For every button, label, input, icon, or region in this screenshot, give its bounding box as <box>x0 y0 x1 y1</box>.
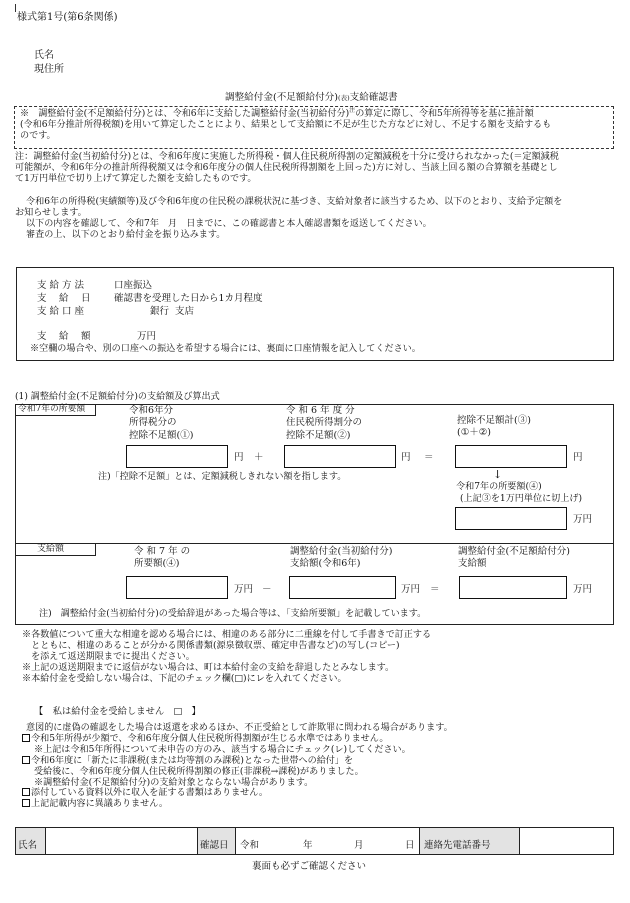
footer-note: 裏面も必ずご確認ください <box>252 861 367 872</box>
remark-4: ※上記の返送期限までに返信がない場合は、町は本給付金の支給を辞退したとみなします。 <box>22 662 395 673</box>
col2-label <box>286 405 362 442</box>
account-label: 支 給 口 座 <box>37 306 85 317</box>
note-line-1: 注：調整給付金(当初給付分)とは、令和6年度に実施した所得税・個人住民税所得割の定額減税を十分に受けられなかった(＝定額減税 <box>15 152 559 162</box>
yen-unit-2: 円 <box>401 452 411 463</box>
pcol1-line-1: 令 和 7 年 の <box>134 546 191 557</box>
yen-unit-1: 円 <box>234 452 244 463</box>
intro-line-3: 以下の内容を確認して、令和7年 月 日までに、この確認書と本人確認書類を返送してください。 <box>26 218 432 229</box>
col2-line-3: 控除不足額(②) <box>286 429 351 441</box>
top-left-mark <box>15 4 16 12</box>
col1-line-3: 控除不足額(①) <box>129 429 194 441</box>
false-claim-warning: 意図的に虚偽の確認をした場合は返還を求めるほか、不正受給として詐欺罪に問われる場合があります。 <box>26 723 453 733</box>
pcol2-line-2: 支給額(令和6年) <box>290 558 361 570</box>
pcol3-line-1: 調整給付金(不足額給付分) <box>458 546 570 557</box>
footer-phone-label: 連絡先電話番号 <box>424 840 491 851</box>
required-amount-tag-label: 令和7年の所要額 <box>18 404 86 414</box>
pcol2-line-1: 調整給付金(当初給付分) <box>290 546 393 557</box>
amount-label: 支 給 額 <box>37 331 91 342</box>
intro-line-4: 審査の上、以下のとおり給付金を振り込みます。 <box>26 229 226 240</box>
intro-line-1: 令和6年の所得税(実績額等)及び令和6年度の住民税の課税状況に基づき、支給対象者に該当するため、以下のとおり、支給予定額を <box>26 197 563 207</box>
method-value: 口座振込 <box>114 280 153 291</box>
pcol1-label <box>134 546 190 571</box>
shortfall-definition-note: 注)「控除不足額」とは、定額減税しきれない額を指します。 <box>98 472 347 482</box>
deduction-shortfall-income-tax-box[interactable] <box>126 445 228 468</box>
note-paragraph <box>15 152 559 185</box>
required-amount-2025-box[interactable] <box>455 507 567 530</box>
name-label: 氏名 <box>34 50 54 61</box>
shortfall-payment-amount-box[interactable] <box>459 576 567 599</box>
footer-confirm-date-label: 確認日 <box>200 840 229 851</box>
col4-label <box>456 482 582 506</box>
deduction-shortfall-resident-tax-box[interactable] <box>284 445 396 468</box>
footer-era: 令和 <box>240 840 260 851</box>
check-item-2b: 受給後に、令和6年度分個人住民税所得割額の修正(非課税→課税)がありました。 <box>34 766 364 777</box>
man-yen-unit-1: 万円 <box>573 514 593 525</box>
check-item-2[interactable]: 令和6年度に「新たに非課税(または均等割のみ課税)となった世帯への給付」を <box>22 756 453 767</box>
col3-line-2: (①＋②) <box>457 427 491 439</box>
bank-label: 銀行 <box>150 306 170 317</box>
notice-text <box>20 107 551 142</box>
payment-note: ※空欄の場合や、別の口座への振込を希望する場合には、裏面に口座情報を記入してください。 <box>30 344 421 354</box>
col1-line-2: 所得税分の <box>129 417 177 429</box>
page-title <box>225 92 398 104</box>
footer-day: 日 <box>405 840 415 851</box>
man-yen-unit-4: 万円 <box>573 584 593 595</box>
footer-month: 月 <box>354 840 364 851</box>
pcol1-line-2: 所要額(④) <box>134 558 180 570</box>
col4-line-2: (上記③を1万円単位に切上げ) <box>460 493 583 504</box>
pcol3-label <box>458 546 570 571</box>
pcol2-label <box>290 546 392 571</box>
footer-year: 年 <box>303 840 313 851</box>
col4-line-1: 令和7年の所要額(④) <box>456 482 542 492</box>
col3-line-1: 控除不足額計(③) <box>457 415 531 426</box>
payment-tag-label: 支給額 <box>37 544 65 554</box>
payment-bottom-note: 注) 調整給付金(当初給付分)の受給辞退があった場合等は、「支給所要額」を記載しています。 <box>39 609 427 619</box>
yen-unit-3: 円 <box>573 452 583 463</box>
name-input-cell[interactable] <box>46 828 198 854</box>
notice-line-1: ※ 調整給付金(不足額給付分)とは、令和6年に支給した調整給付金(当初給付分)$^注$の算定に際し、令和5年所得等を基に推計額 <box>20 107 534 120</box>
checkbox-1[interactable] <box>22 734 30 742</box>
check-item-1[interactable]: 令和5年所得が少額で、令和6年度分個人住民税所得割額が生じる水準ではありません。 <box>22 734 453 745</box>
payment-divider <box>15 543 614 544</box>
initial-payment-amount-box[interactable] <box>289 576 396 599</box>
required-amount-4-box[interactable] <box>126 576 228 599</box>
remark-3: を添えて返送期限までに提出ください。 <box>22 651 195 662</box>
checklist-block <box>22 723 453 810</box>
minus-sign: － <box>262 584 272 595</box>
branch-label: 支店 <box>175 306 195 317</box>
form-number: 様式第1号(第6条関係) <box>17 12 118 23</box>
notice-line-3: のです。 <box>20 130 56 141</box>
amount-unit: 万円 <box>137 331 157 342</box>
phone-input-cell[interactable] <box>520 828 615 854</box>
check-item-1-note: ※上記は令和5年所得について未申告の方のみ、該当する場合にチェック(レ)してください。 <box>34 744 411 755</box>
checkbox-3[interactable] <box>22 788 30 796</box>
title-main: 調整給付金(不足額給付分) <box>225 92 339 103</box>
intro-paragraph <box>15 197 562 241</box>
man-yen-unit-3: 万円 <box>401 584 421 595</box>
remark-2: とともに、相違のあることが分かる関係書類(源泉徴収票、確定申告書など)の写し(コピー) <box>22 640 400 651</box>
check-item-3[interactable]: 添付している資料以外に収入を証する書類はありません。 <box>22 788 453 799</box>
remark-1: ※各数値について重大な相違を認める場合には、相違のある部分に二重線を付して手書きで訂正する <box>22 630 432 640</box>
note-line-3: て1万円単位で切り上げて算定した額を支給したものです。 <box>15 173 257 184</box>
title-suffix: 支給確認書 <box>349 92 398 103</box>
col2-line-2: 住民税所得割分の <box>286 417 363 429</box>
remarks-block <box>22 630 431 685</box>
date-value: 確認書を受理した日から1カ月程度 <box>114 293 263 304</box>
section1-heading: (1) 調整給付金(不足額給付分)の支給額及び算出式 <box>15 392 220 402</box>
plus-sign: ＋ <box>254 452 264 463</box>
deduction-shortfall-total-box[interactable] <box>455 445 567 468</box>
equals-sign-2: ＝ <box>430 584 440 595</box>
footer-name-label: 氏名 <box>18 840 38 851</box>
intro-line-2: お知らせします。 <box>15 207 87 218</box>
date-label: 支 給 日 <box>37 293 91 304</box>
man-yen-unit-2: 万円 <box>234 584 254 595</box>
title-mark: (表) <box>338 94 350 102</box>
remark-5: ※本給付金を受給しない場合は、下記のチェック欄(□)にレを入れてください。 <box>22 673 347 684</box>
check-item-4[interactable]: 上記記載内容に異議ありません。 <box>22 799 453 810</box>
notice-superscript: 注 <box>349 107 356 114</box>
footer-table <box>15 827 614 855</box>
down-arrow-icon: ↓ <box>493 468 503 481</box>
checkbox-4[interactable] <box>22 799 30 807</box>
col1-line-1: 令和6年分 <box>129 405 174 416</box>
notice-line-2: (令和6年分推計所得税額)を用いて算定したことにより、結果として支給額に不足が生じた方などに対し、不足する額を支給するも <box>20 119 552 130</box>
address-label: 現住所 <box>34 64 64 75</box>
checkbox-2[interactable] <box>22 756 30 764</box>
check-item-2-note: ※調整給付金(不足額給付分)の支給対象とならない場合があります。 <box>34 777 314 788</box>
col2-line-1: 令 和 6 年 度 分 <box>286 405 355 416</box>
col3-label <box>457 415 531 440</box>
note-line-2: 可能額が、令和6年分の推計所得税額又は令和6年度分の個人住民税所得割額を上回った)方に対し、当該上回る額の合算額を基礎とし <box>15 162 558 173</box>
decline-checkbox-row[interactable]: 【 私は給付金を受給しません □ 】 <box>34 706 201 717</box>
col1-label <box>129 405 193 442</box>
method-label: 支 給 方 法 <box>37 280 85 291</box>
equals-sign-1: ＝ <box>424 452 434 463</box>
pcol3-line-2: 支給額 <box>458 558 487 570</box>
confirm-date-cell[interactable] <box>236 828 420 854</box>
